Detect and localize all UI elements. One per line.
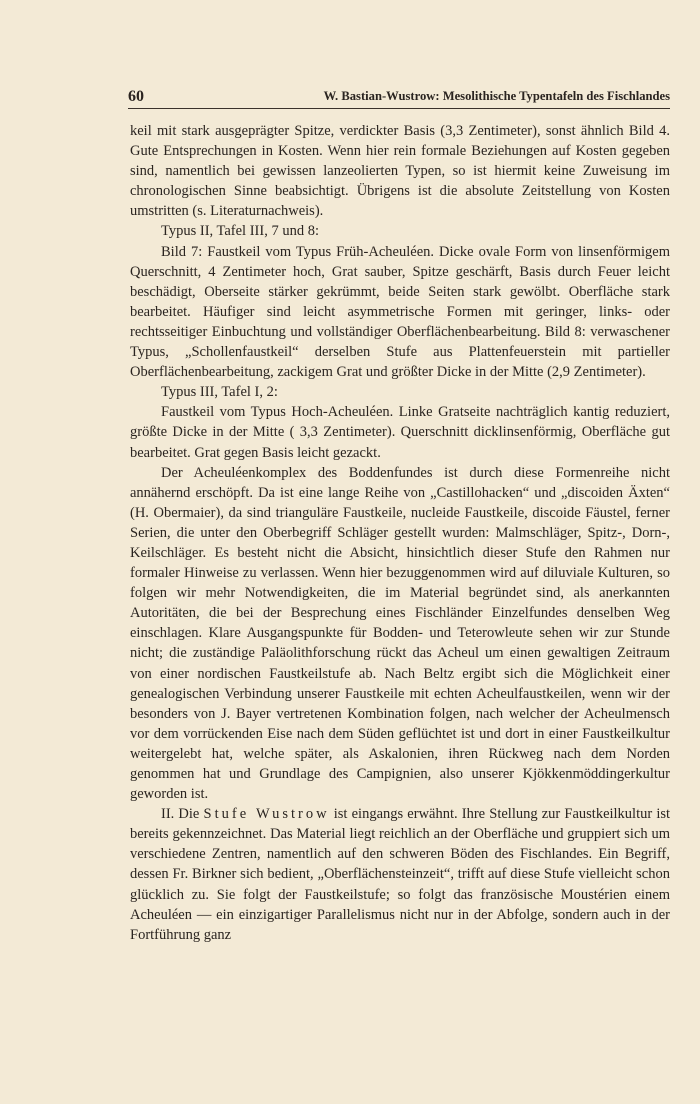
paragraph-acheuleenkomplex: Der Acheuléenkomplex des Boddenfundes ist durch diese Formenreihe nicht annähernd erschöpft. Da ist eine lange Reihe von „Castillohacken“ und „discoiden Äxten“ (H. Obermaier), da sind trianguläre Faustkeile, nucleide Faustkeile, discoide Fäustel, ferner Serien, die unter den Oberbegriff Schläger gestellt wurden: Malmschläger, Spitz-, Dorn-, Keilschläger. Es besteht nicht die Absicht, hinsichtlich dieser Stufe den Rahmen nur formaler Hinweise zu verlassen. Wenn hier bezuggenommen wird auf diluviale Kulturen, so folgen wir mehr Notwendigkeiten, die im Material begründet sind, als anerkannten Autoritäten, die bei der Besprechung eines Fischländer Einzelfundes denselben Weg einschlagen. Klare Ausgangspunkte für Bodden- und Teterowleute sehen wir zur Stunde nicht; die zuständige Paläolithforschung rückt das Acheul um einen gewaltigen Zeitraum von einer nordischen Faustkeilstufe ab. Nach Beltz ergibt sich die Möglichkeit einer genealogischen Verbindung unserer Faustkeile mit echten Acheulfaustkeilen, wenn wir der besonders von J. Bayer vertretenen Kombination folgen, nach welcher der Acheulmensch vor dem vorrückenden Eise nach dem Süden geflüchtet ist und dort in einer Faustkeilkultur weitergelebt hat, welche später, als Askalonien, ihren Rückweg nach dem Norden genommen hat und Grundlage des Campignien, also unserer Kjökkenmöddingerkultur geworden ist. [130, 464, 670, 803]
paragraph-continuation: keil mit stark ausgeprägter Spitze, verdickter Basis (3,3 Zentimeter), sonst ähnlich Bild 4. Gute Entsprechungen in Kosten. Wenn hier rein formale Beziehungen auf Kosten gegeben sind, namentlich bei gewissen lanzeolierten Typen, so ist hiermit keine Zuweisung im chronologischen Sinne beabsichtigt. Übrigens ist die absolute Zeitstellung von Kosten umstritten (s. Literaturnachweis). [130, 123, 670, 220]
section-prefix: II. Die [161, 806, 200, 823]
section-title-spaced: Stufe Wustrow [203, 806, 330, 823]
page-header [128, 86, 670, 109]
page-number: 60 [128, 88, 144, 105]
paragraph-typus-ii-heading: Typus II, Tafel III, 7 und 8: [161, 223, 319, 240]
section-body: ist eingangs erwähnt. Ihre Stellung zur Faustkeilkultur ist bereits gekennzeichnet. Das Material liegt reichlich an der Oberfläche und gruppiert sich um verschiedene Zentren, namentlich auf den schweren Böden des Fischlandes. Ein Begriff, dessen Fr. Birkner sich bedient, „Oberflächensteinzeit“, trifft auf diese Stufe vielleicht schon glücklich zu. Sie folgt der Faustkeilstufe; so folgt das französische Moustérien einem Acheuléen — ein einzigartiger Parallelismus nicht nur in der Abfolge, sondern auch in der Fortführung ganz [130, 806, 671, 943]
paragraph-bild-7-8: Bild 7: Faustkeil vom Typus Früh-Acheuléen. Dicke ovale Form von linsenförmigem Querschnitt, 4 Zentimeter hoch, Grat sauber, Spitze geschärft, Basis durch Feuer leicht beschädigt, Oberseite stärker gekrümmt, beide Seiten stark gewölbt. Oberfläche stark bearbeitet. Häufiger sind leicht asymmetrische Formen mit geringer, links- oder rechtsseitiger Einbuchtung und vollständiger Oberflächenbearbeitung. Bild 8: verwaschener Typus, „Schollenfaustkeil“ derselben Stufe aus Plattenfeuerstein mit partieller Oberflächenbearbeitung, zackigem Grat und größter Dicke in der Mitte (2,9 Zentimeter). [130, 243, 670, 381]
running-head: W. Bastian-Wustrow: Mesolithische Typentafeln des Fischlandes [323, 89, 670, 103]
body-text [130, 121, 670, 945]
paragraph-typus-iii-heading: Typus III, Tafel I, 2: [161, 384, 278, 401]
paragraph-stufe-wustrow [130, 804, 670, 945]
paragraph-hoch-acheuleen: Faustkeil vom Typus Hoch-Acheuléen. Linke Gratseite nachträglich kantig reduziert, größte Dicke in der Mitte ( 3,3 Zentimeter). Querschnitt dicklinsenförmig, Oberfläche gut bearbeitet. Grat gegen Basis leicht gezackt. [130, 404, 670, 461]
